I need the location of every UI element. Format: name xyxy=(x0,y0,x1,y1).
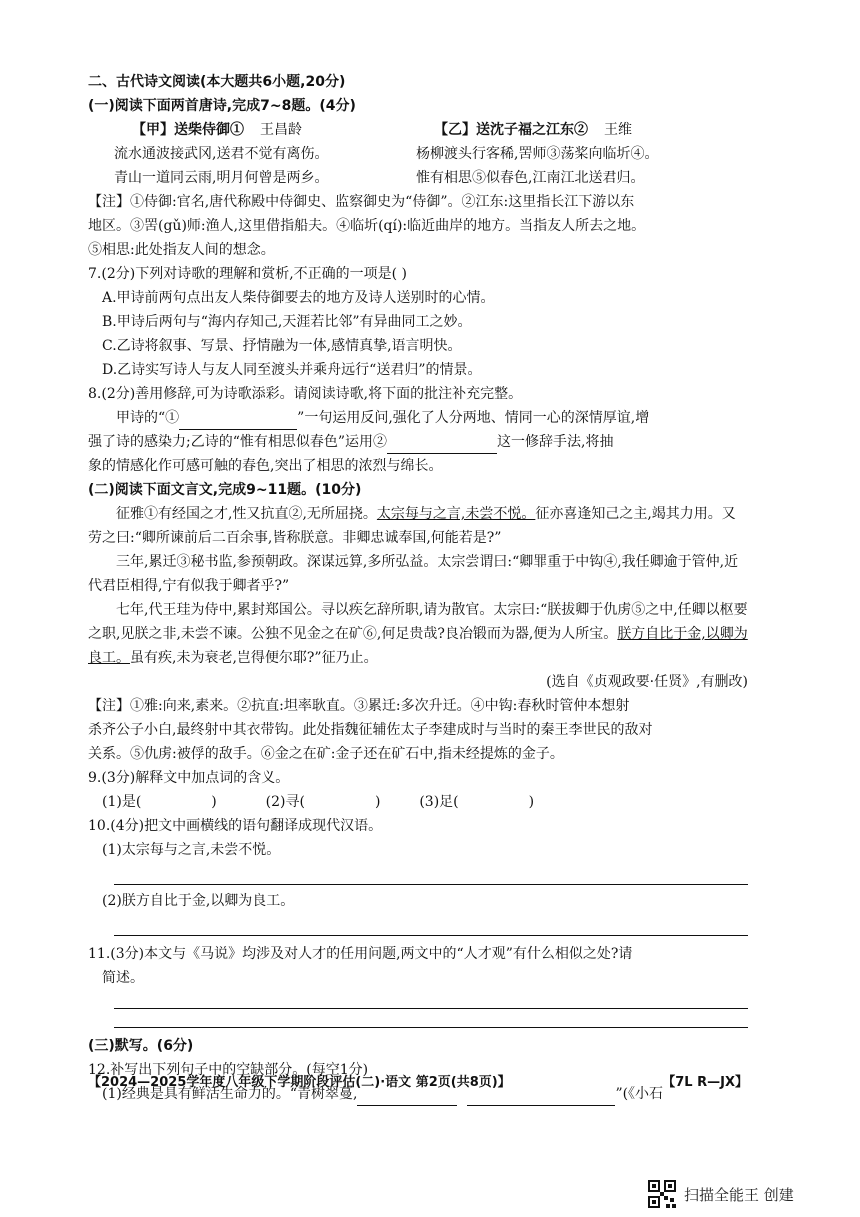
q11-answer-line-2[interactable] xyxy=(114,1009,748,1028)
poem-a xyxy=(112,118,412,190)
q7-option-b: B.甲诗后两句与“海内存知己,天涯若比邻”有异曲同工之妙。 xyxy=(102,314,472,330)
q11-stem-2: 简述。 xyxy=(102,970,144,986)
passage-paragraph-1: 征雅①有经国之才,性又抗直②,无所屈挠。太宗每与之言,未尝不悦。征亦喜逢知己之主,竭其力用。又劳之曰:“卿所谏前后二百余事,皆称朕意。非卿忠诚奉国,何能若是?” xyxy=(88,506,736,546)
poem-a-author: 王昌龄 xyxy=(260,122,302,138)
q7-option-d: D.乙诗实写诗人与友人同至渡头并乘舟远行“送君归”的情景。 xyxy=(102,362,482,378)
exam-page xyxy=(88,70,748,1106)
passage-note-3: 关系。⑤仇虏:被俘的敌手。⑥金之在矿:金子还在矿石中,指未经提炼的金子。 xyxy=(88,746,564,762)
q11-stem-1: 11.(3分)本文与《马说》均涉及对人才的任用问题,两文中的“人才观”有什么相似之处?请 xyxy=(88,946,633,962)
part1-title: (一)阅读下面两首唐诗,完成7~8题。(4分) xyxy=(88,98,356,114)
q11-answer-line-1[interactable] xyxy=(114,990,748,1009)
part2-title: (二)阅读下面文言文,完成9~11题。(10分) xyxy=(88,482,362,498)
poem-b-line-1: 杨柳渡头行客稀,罟师③荡桨向临圻④。 xyxy=(416,146,659,162)
q8-blank-1[interactable] xyxy=(179,411,297,430)
scanner-watermark xyxy=(648,1180,848,1208)
q12-item-1-b: ”(《小石 xyxy=(615,1086,664,1102)
section-title: 二、古代诗文阅读(本大题共6小题,20分) xyxy=(88,74,346,90)
poem-b-author: 王维 xyxy=(604,122,632,138)
poem-note-3: ⑤相思:此处指友人间的想念。 xyxy=(88,242,275,258)
q7-option-a: A.甲诗前两句点出友人柴侍御要去的地方及诗人送别时的心情。 xyxy=(102,290,495,306)
passage-source: (选自《贞观政要·任贤》,有删改) xyxy=(546,674,748,690)
q9-item-3: (3)足( xyxy=(419,794,459,810)
q10-item-2: (2)朕方自比于金,以卿为良工。 xyxy=(102,893,295,909)
poem-a-line-1: 流水通波接武冈,送君不觉有离伤。 xyxy=(114,146,329,162)
q12-stem: 12.补写出下列句子中的空缺部分。(每空1分) xyxy=(88,1062,369,1078)
footer-left: 【2024—2025学年度八年级下学期阶段评估(二)·语文 第2页(共8页)】 xyxy=(88,1074,511,1090)
passage-note-1: 【注】①雅:向来,素来。②抗直:坦率耿直。③累迁:多次升迁。④中钩:春秋时管仲本想射 xyxy=(88,698,630,714)
part3-title: (三)默写。(6分) xyxy=(88,1038,194,1054)
passage-paragraph-2: 三年,累迁③秘书监,参预朝政。深谋远算,多所弘益。太宗尝谓曰:“卿罪重于中钩④,我任卿逾于管仲,近代君臣相得,宁有似我于卿者乎?” xyxy=(88,554,739,594)
q9-items: (1)是( ) (2)寻( ) (3)足( ) xyxy=(102,794,535,810)
poems xyxy=(88,118,748,190)
q8-blank-2[interactable] xyxy=(387,435,497,454)
q7-option-c: C.乙诗将叙事、写景、抒情融为一体,感情真挚,语言明快。 xyxy=(102,338,462,354)
poem-a-title: 【甲】送柴侍御① xyxy=(132,122,244,138)
q10-answer-line-1[interactable] xyxy=(114,862,748,885)
passage-note-2: 杀齐公子小白,最终射中其衣带钩。此处指魏征辅佐太子李建成时与当时的秦王李世民的敌对 xyxy=(88,722,653,738)
footer-code: 【7L R—JX】 xyxy=(662,1074,748,1090)
q7-stem: 7.(2分)下列对诗歌的理解和赏析,不正确的一项是( ) xyxy=(88,266,408,282)
page-footer xyxy=(88,1068,748,1092)
q8-line1-a: 甲诗的“① xyxy=(116,410,180,426)
q8-stem: 8.(2分)善用修辞,可为诗歌添彩。请阅读诗歌,将下面的批注补充完整。 xyxy=(88,386,523,402)
q8-line2-a: 强了诗的感染力;乙诗的“惟有相思似春色”运用② xyxy=(88,434,388,450)
watermark-text: 扫描全能王 创建 xyxy=(684,1185,794,1204)
underlined-sentence-2: 朕方自比于金,以卿为良工。 xyxy=(88,626,748,666)
q8-line1-b: ”一句运用反问,强化了人分两地、情同一心的深情厚谊,增 xyxy=(297,410,650,426)
q9-item-2: (2)寻( xyxy=(265,794,305,810)
poem-note-2: 地区。③罟(gǔ)师:渔人,这里借指船夫。④临圻(qí):临近曲岸的地方。当指友人所去之地。 xyxy=(88,218,646,234)
q10-answer-line-2[interactable] xyxy=(114,913,748,936)
poem-a-line-2: 青山一道同云雨,明月何曾是两乡。 xyxy=(114,170,329,186)
qr-code-icon xyxy=(648,1180,676,1208)
q10-item-1: (1)太宗每与之言,未尝不悦。 xyxy=(102,842,281,858)
q8-line3: 象的情感化作可感可触的春色,突出了相思的浓烈与绵长。 xyxy=(88,458,443,474)
q9-stem: 9.(3分)解释文中加点词的含义。 xyxy=(88,770,290,786)
passage-paragraph-3: 七年,代王珪为侍中,累封郑国公。寻以疾乞辞所职,请为散官。太宗曰:“朕拔卿于仇虏⑤之中,任卿以枢要之职,见朕之非,未尝不谏。公独不见金之在矿⑥,何足贵哉?良冶锻而为器,便为人所宝。朕方自比于金,以卿为良工。虽有疾,未为衰老,岂得便尔耶?”征乃止。 xyxy=(88,602,748,666)
poem-note-1: 【注】①侍御:官名,唐代称殿中侍御史、监察御史为“侍御”。②江东:这里指长江下游以东 xyxy=(88,194,635,210)
q9-item-1: (1)是( xyxy=(102,794,142,810)
poem-b-title: 【乙】送沈子福之江东② xyxy=(434,122,588,138)
q10-stem: 10.(4分)把文中画横线的语句翻译成现代汉语。 xyxy=(88,818,383,834)
q12-item-1-a: (1)经典是具有鲜活生命力的。“青树翠蔓, xyxy=(102,1086,358,1102)
poem-b xyxy=(414,118,714,190)
q8-line2-b: 这一修辞手法,将抽 xyxy=(497,434,614,450)
underlined-sentence-1: 太宗每与之言,未尝不悦。 xyxy=(376,506,536,522)
poem-b-line-2: 惟有相思⑤似春色,江南江北送君归。 xyxy=(416,170,645,186)
